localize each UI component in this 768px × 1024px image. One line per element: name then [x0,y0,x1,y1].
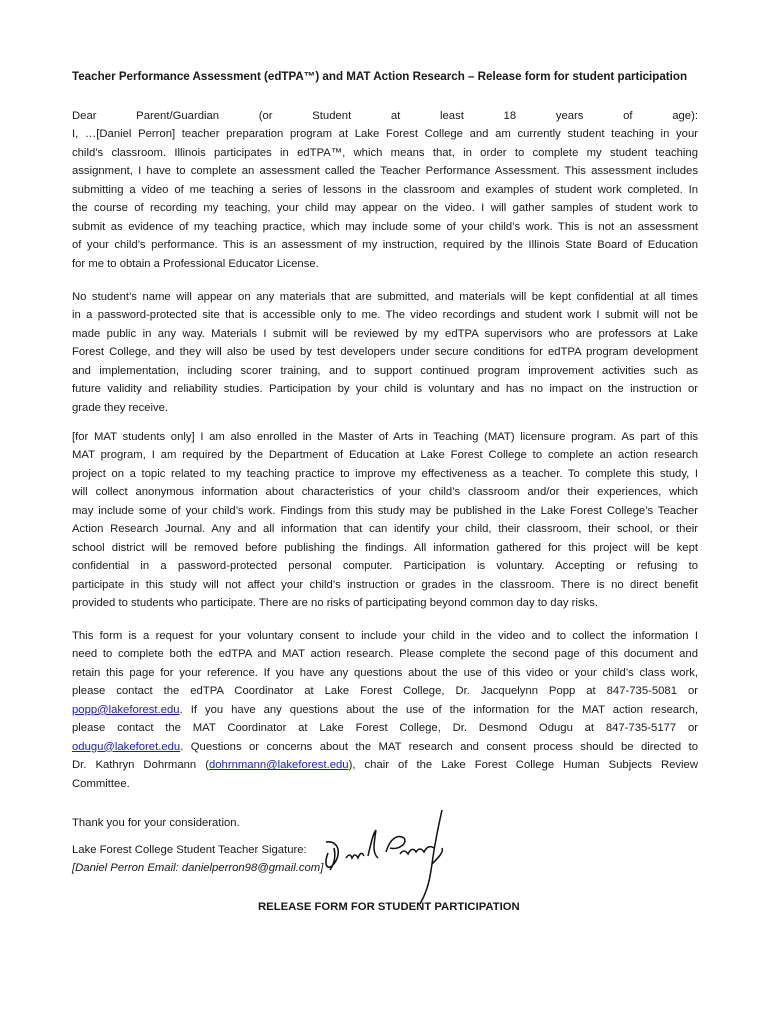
text-segment: Forest College, and they will also be used by test developers under secure conditions for edTPA program development [72,346,698,359]
text-segment: participate in this study will not affect your child’s instruction or grades in the classroom. There is no direct benefit [72,578,698,591]
text-line [72,144,698,162]
text-segment: please contact the edTPA Coordinator at Lake Forest College, Dr. Jacquelynn Popp at 847-735-5081 or [72,685,698,698]
text-segment: child’s classroom. Illinois participates in edTPA™, which means that, in order to complete my student teaching [72,146,698,159]
text-line [72,288,698,306]
text-line [72,576,698,594]
text-segment: Action Research Journal. Any and all information that can identify your child, their classroom, their school, or their [72,523,698,536]
text-line [72,428,698,446]
text-line [72,181,698,199]
text-line [72,664,698,682]
text-segment: retain this page for your reference. If you have any questions about the use of this video or your child’s class work, [72,666,698,679]
text-line [72,594,698,612]
text-line [72,539,698,557]
text-line [72,775,698,793]
text-line [72,125,698,143]
text-segment: This form is a request for your voluntary consent to include your child in the video and to collect the information I [72,630,698,642]
text-line [72,756,698,774]
text-line [72,719,698,737]
text-segment: may include some of your child’s work. Findings from this study may be published in the Lake Forest College’s Teacher [72,504,698,517]
text-segment: confidential in a password-protected personal computer. Participation is voluntary. Accepting or refusing to [72,560,698,573]
text-line [72,645,698,663]
text-line [72,682,698,700]
text-line [72,502,698,520]
text-segment: Dear Parent/Guardian (or Student at least 18 years of age): [72,110,698,122]
text-segment: for me to obtain a Professional Educator License. [72,257,319,270]
text-segment: . If you have any questions about the use of the information for the MAT action research, [179,703,698,716]
text-segment: MAT program, I am required by the Department of Education at Lake Forest College to complete an action research [72,449,698,462]
handwritten-signature [320,808,470,908]
text-line [72,557,698,575]
text-line [72,199,698,217]
text-segment: project on a topic related to my teaching practice to improve my effectiveness as a teacher. To complete this study, I [72,467,698,480]
text-line [72,255,698,273]
text-segment: made public in any way. Materials I submit will be reviewed by my edTPA supervisors who are professors at Lake [72,327,698,340]
text-line [72,520,698,538]
text-line [72,483,698,501]
text-segment: Committee. [72,777,130,790]
text-line [72,306,698,324]
email-link[interactable]: popp@lakeforest.edu [72,703,180,716]
text-line [72,343,698,361]
text-segment: of your child’s performance. This is an assessment of my instruction, required by the Illinois State Board of Education [72,239,698,252]
text-line [72,701,698,719]
teacher-email: [Daniel Perron Email: danielperron98@gmail.com] [72,862,324,874]
email-link[interactable]: dohrnmann@lakeforest.edu [208,759,349,772]
text-segment: assignment, I have to complete an assessment called the Teacher Performance Assessment. This assessment includes [72,165,698,178]
signature-label: Lake Forest College Student Teacher Sigature: [72,844,307,856]
text-line [72,446,698,464]
text-segment: and implementation, including scorer training, and to support continued program improvement activities such as [72,364,698,377]
text-segment: will collect anonymous information about characteristics of your child’s classroom and/or their experiences, which [72,486,698,499]
paragraph [72,428,698,612]
text-line [72,325,698,343]
text-segment: submitting a video of me teaching a series of lessons in the classroom and examples of student work completed. In [72,183,698,196]
email-link[interactable]: odugu@lakeforet.edu [72,740,181,753]
document-title: Teacher Performance Assessment (edTPA™) and MAT Action Research – Release form for student participation [72,70,688,83]
text-line [72,107,698,125]
text-segment: please contact the MAT Coordinator at Lake Forest College, Dr. Desmond Odugu at 847-735-5177 or [72,722,698,735]
text-segment: school district will be removed before publishing the findings. All information gathered for this project will be kept [72,541,698,554]
text-segment: ), chair of the Lake Forest College Human Subjects Review [348,759,698,772]
text-segment: grade they receive. [72,401,169,414]
text-segment: submit as evidence of my teaching practice, which may include some of your child’s work. This is not an assessment [72,220,698,233]
text-line [72,399,698,417]
text-line [72,218,698,236]
text-segment: need to complete both the edTPA and MAT action research. Please complete the second page of this document and [72,648,698,661]
text-segment: Dr. Kathryn Dohrmann ( [72,759,209,772]
text-line [72,465,698,483]
text-segment: future validity and reliability studies. Participation by your child is voluntary and has no impact on the instruction or [72,383,698,396]
text-segment: in a password-protected site that is accessible only to me. The video recordings and student work I submit will not be [72,309,698,322]
paragraph [72,288,698,417]
text-segment: . Questions or concerns about the MAT research and consent process should be directed to [180,740,698,753]
paragraph [72,107,698,273]
paragraph [72,627,698,793]
text-line [72,236,698,254]
text-segment: the course of recording my teaching, your child may appear on the video. I will gather samples of student work to [72,202,698,215]
text-line [72,362,698,380]
text-line [72,162,698,180]
text-line [72,627,698,645]
text-segment: I, …[Daniel Perron] teacher preparation program at Lake Forest College and am currently student teaching in your [72,128,698,141]
text-segment: [for MAT students only] I am also enrolled in the Master of Arts in Teaching (MAT) licensure program. As part of this [72,431,698,443]
text-segment: No student’s name will appear on any materials that are submitted, and materials will be kept confidential at all times [72,291,698,303]
text-segment: provided to students who participate. There are no risks of participating beyond common day to day risks. [72,596,599,609]
text-line [72,380,698,398]
release-form-heading: RELEASE FORM FOR STUDENT PARTICIPATION [258,901,520,913]
closing-text: Thank you for your consideration. [72,817,240,829]
text-line [72,738,698,756]
